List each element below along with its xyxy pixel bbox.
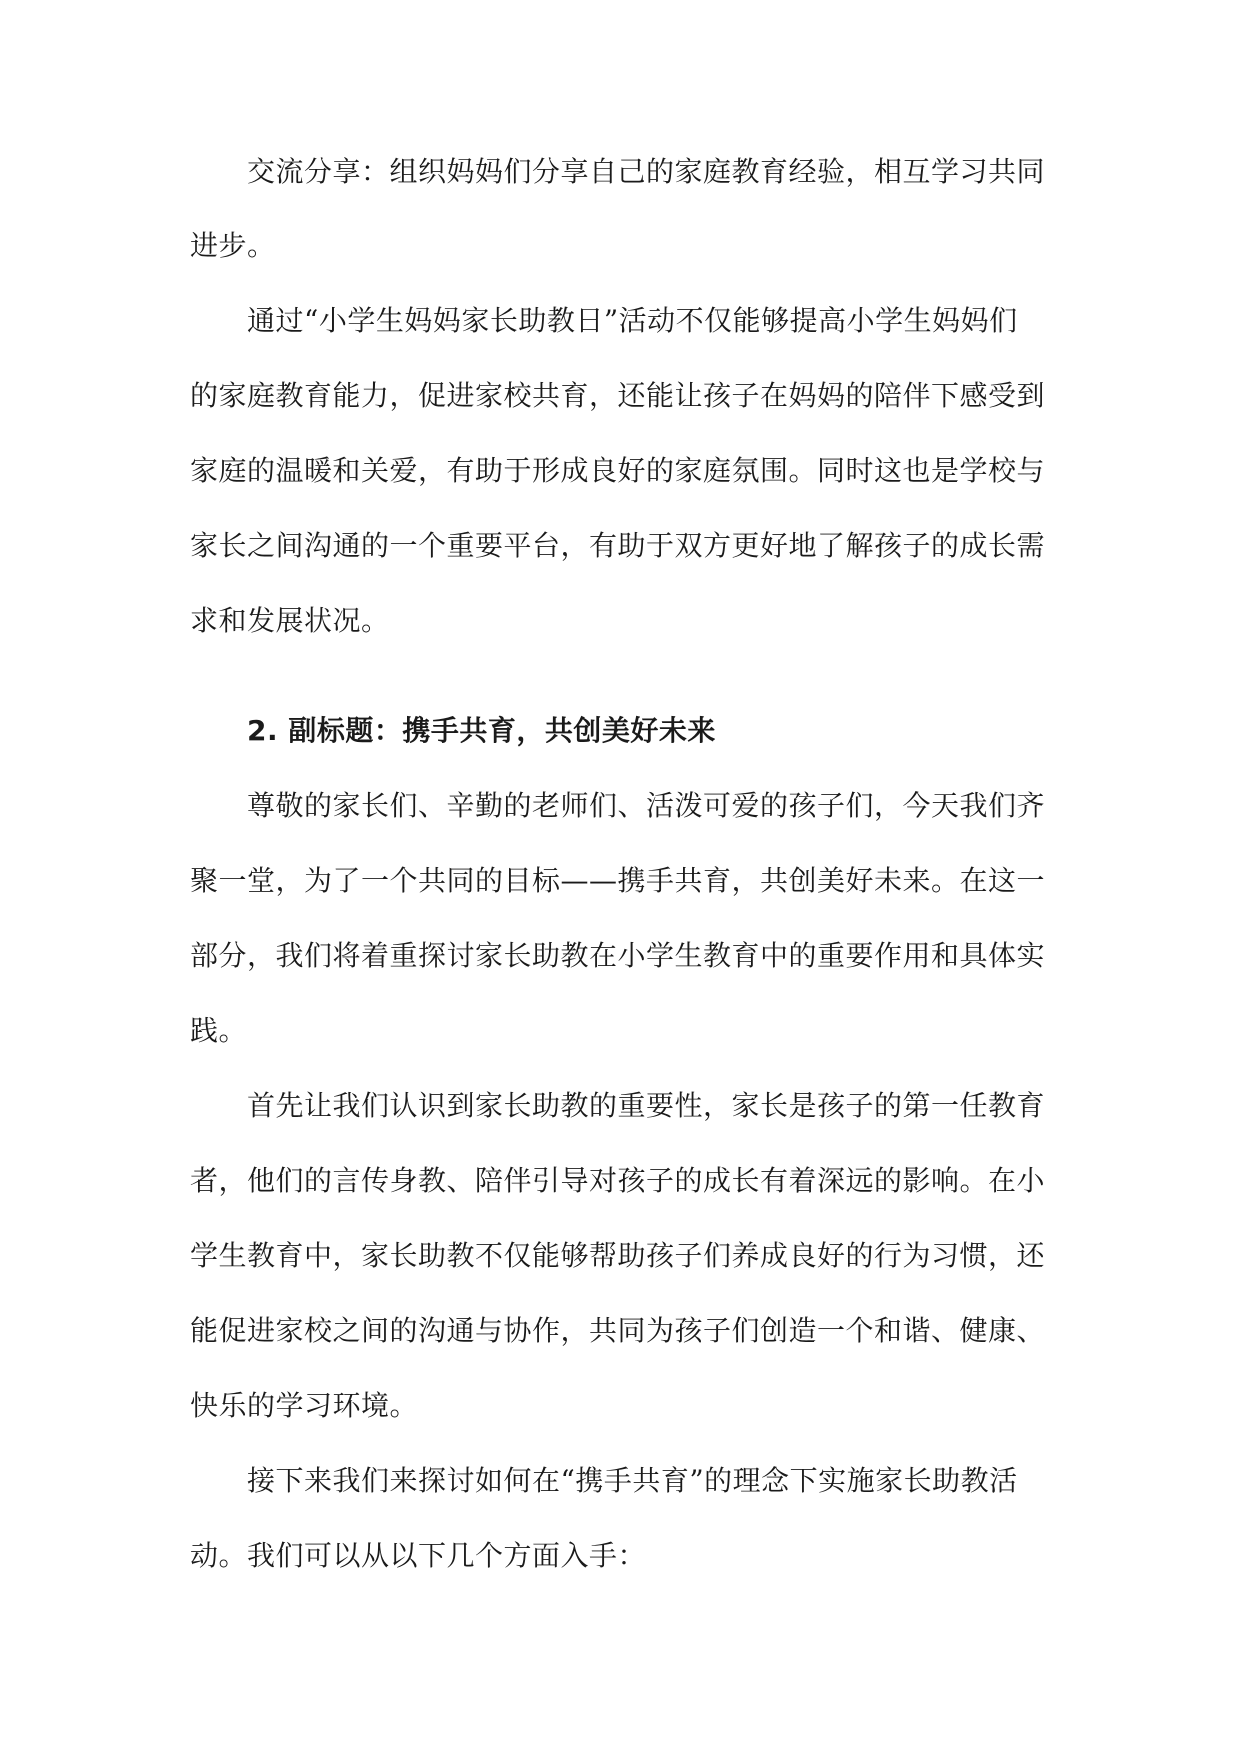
paragraph-line: 的家庭教育能力，促进家校共育，还能让孩子在妈妈的陪伴下感受到 bbox=[190, 379, 1046, 412]
paragraph-line: 通过“小学生妈妈家长助教日”活动不仅能够提高小学生妈妈们 bbox=[247, 304, 1018, 337]
paragraph-line: 聚一堂，为了一个共同的目标——携手共育，共创美好未来。在这一 bbox=[190, 864, 1046, 897]
paragraph-line: 践。 bbox=[190, 1014, 248, 1047]
paragraph-line: 尊敬的家长们、辛勤的老师们、活泼可爱的孩子们，今天我们齐 bbox=[247, 789, 1046, 822]
paragraph-line: 交流分享：组织妈妈们分享自己的家庭教育经验，相互学习共同 bbox=[247, 155, 1046, 188]
paragraph-line: 能促进家校之间的沟通与协作，共同为孩子们创造一个和谐、健康、 bbox=[190, 1314, 1046, 1347]
paragraph-line: 家长之间沟通的一个重要平台，有助于双方更好地了解孩子的成长需 bbox=[190, 529, 1046, 562]
paragraph-line: 快乐的学习环境。 bbox=[190, 1389, 419, 1422]
section-heading: 2. 副标题：携手共育，共创美好未来 bbox=[247, 714, 716, 747]
paragraph-line: 进步。 bbox=[190, 229, 276, 262]
paragraph-line: 部分，我们将着重探讨家长助教在小学生教育中的重要作用和具体实 bbox=[190, 939, 1046, 972]
paragraph-line: 求和发展状况。 bbox=[190, 604, 390, 637]
paragraph-line: 家庭的温暖和关爱，有助于形成良好的家庭氛围。同时这也是学校与 bbox=[190, 454, 1046, 487]
paragraph-line: 者，他们的言传身教、陪伴引导对孩子的成长有着深远的影响。在小 bbox=[190, 1164, 1046, 1197]
paragraph-line: 接下来我们来探讨如何在“携手共育”的理念下实施家长助教活 bbox=[247, 1464, 1018, 1497]
paragraph-line: 首先让我们认识到家长助教的重要性，家长是孩子的第一任教育 bbox=[247, 1089, 1046, 1122]
paragraph-line: 学生教育中，家长助教不仅能够帮助孩子们养成良好的行为习惯，还 bbox=[190, 1239, 1046, 1272]
paragraph-line: 动。我们可以从以下几个方面入手： bbox=[190, 1539, 647, 1572]
